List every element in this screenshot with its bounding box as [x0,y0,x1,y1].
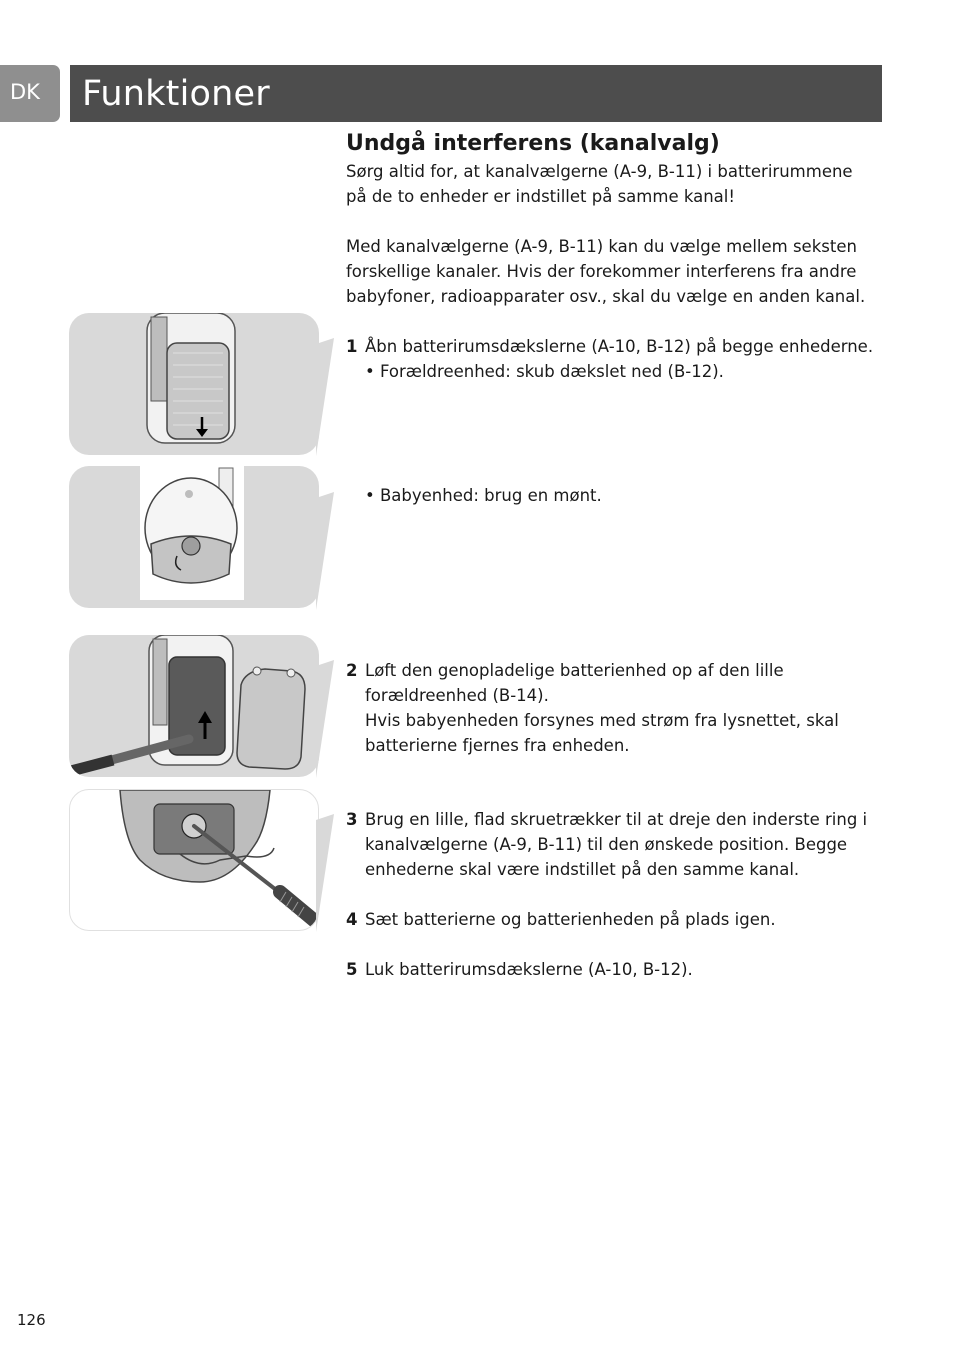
callout-pointer [316,338,334,458]
step-5 [346,957,876,982]
page-number: 126 [17,1311,46,1329]
intro-paragraph-2: Med kanalvælgerne (A-9, B-11) kan du vælge mellem seksten forskellige kanaler. Hvis der forekommer interferens fra andre babyfoner, radioapparater osv., skal du vælge en anden kanal. [346,237,866,306]
step-text-note: Hvis babyenheden forsynes med strøm fra lysnettet, skal batterierne fjernes fra enheden. [365,711,839,755]
step-number: 2 [346,661,358,680]
illustration-battery-removal [69,635,319,777]
callout-pointer [316,492,334,612]
step-3 [346,807,876,882]
language-tab: DK [0,65,60,122]
callout-pointer [316,660,334,780]
step-1-bullet-baby [346,483,876,508]
step-number: 5 [346,960,358,979]
step-bullet: • Babyenhed: brug en mønt. [365,486,602,505]
page-title: Funktioner [82,74,270,114]
illustration-parent-unit-cover [69,313,319,455]
callout-pointer [316,814,334,934]
step-2 [346,658,876,758]
step-text: Brug en lille, flad skruetrækker til at dreje den inderste ring i kanalvælgerne (A-9, B-11) til den ønskede position. Begge enhederne skal være indstillet på den samme kanal. [365,810,868,879]
step-text: Løft den genopladelige batterienhed op af den lille forældreenhed (B-14). [365,661,784,705]
intro-paragraph-1: Sørg altid for, at kanalvælgerne (A-9, B-11) i batterirummene på de to enheder er indstillet på samme kanal! [346,162,853,206]
step-1 [346,334,876,384]
step-text: Luk batterirumsdækslerne (A-10, B-12). [365,960,693,979]
step-number: 4 [346,910,358,929]
step-number: 3 [346,810,358,829]
section-heading: Undgå interferens (kanalvalg) [346,131,720,156]
step-number: 1 [346,337,358,356]
step-text: Åbn batterirumsdækslerne (A-10, B-12) på begge enhederne. [365,337,874,356]
header-bar [70,65,882,122]
step-text: Sæt batterierne og batterienheden på plads igen. [365,910,776,929]
step-4 [346,907,876,932]
step-bullet: • Forældreenhed: skub dækslet ned (B-12). [365,362,724,381]
illustration-channel-selector [69,789,319,931]
illustration-baby-unit-coin [69,466,319,608]
